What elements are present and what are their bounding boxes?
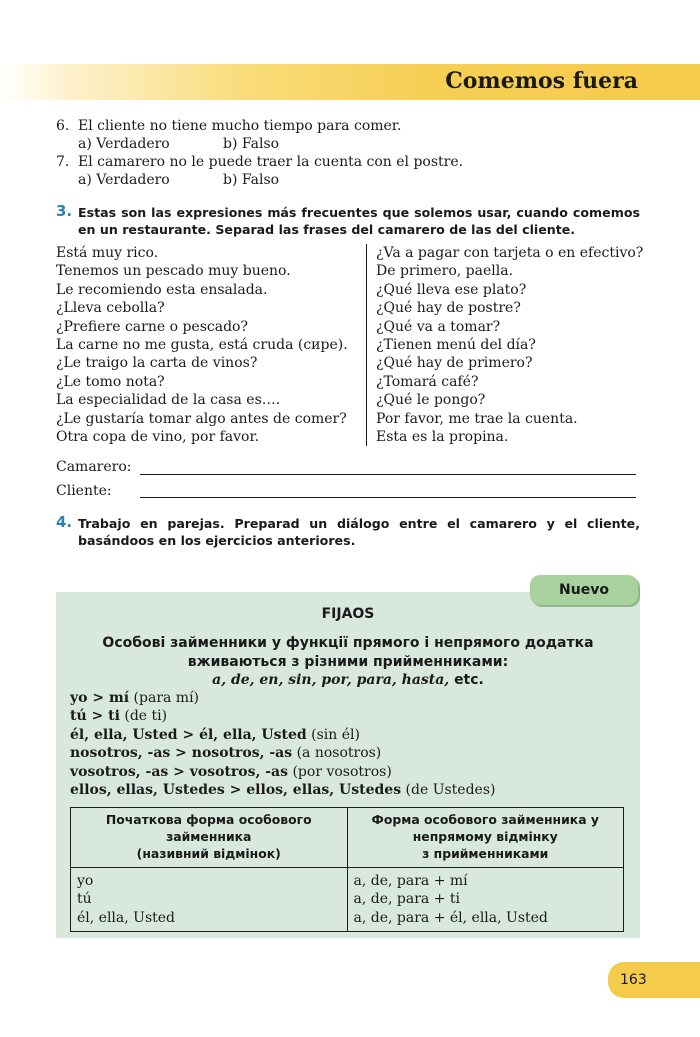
table-row (71, 868, 624, 932)
phrase: Esta es la propina. (376, 429, 509, 446)
phrase: Por favor, me trae la cuenta. (376, 410, 578, 427)
table-cell-right: a, de, para + mí a, de, para + ti a, de, para + él, ella, Usted (347, 868, 624, 932)
phrase: ¿Qué hay de primero? (376, 355, 533, 372)
phrase: La carne no me gusta, está cruda (сире). (56, 337, 348, 354)
phrase: ¿Qué lleva ese plato? (376, 281, 527, 298)
option-a[interactable]: a) Verdadero (78, 136, 170, 152)
rule-etc: etc. (454, 672, 484, 688)
option-b[interactable]: b) Falso (223, 136, 280, 152)
phrase: La especialidad de la casa es…. (56, 392, 281, 409)
phrase: ¿Tomará café? (376, 373, 479, 390)
option-a[interactable]: a) Verdadero (78, 172, 170, 188)
exercise-3-number: 3. (56, 202, 73, 220)
phrases-left-column (56, 244, 348, 446)
rule-prepositions: a, de, en, sin, por, para, hasta, (212, 672, 450, 688)
table-header-left: Початкова форма особового займенника (називний відмінок) (71, 808, 348, 868)
rule-prepositions-line (56, 671, 640, 690)
table-cell-left: yo tú él, ella, Usted (71, 868, 348, 932)
phrase: ¿Prefiere carne o pescado? (56, 318, 248, 335)
phrase: ¿Qué va a tomar? (376, 318, 501, 335)
rule-line: вживаються з різними прийменниками: (187, 653, 509, 670)
camarero-answer-line[interactable] (140, 474, 636, 475)
phrases-right-column (376, 244, 643, 446)
question-number: 6. (56, 118, 70, 134)
exercise-4-number: 4. (56, 513, 73, 531)
camarero-label: Camarero: (56, 459, 132, 475)
cliente-label: Cliente: (56, 483, 112, 499)
exercise-3-instructions: Estas son las expresiones más frecuentes que solemos usar, cuando comemos en un restaurante. Separad las frases del camarero de las del cliente. (78, 205, 640, 237)
phrase: ¿Le traigo la carta de vinos? (56, 355, 258, 372)
pronoun-row: vosotros, -as > vosotros, -as (por vosotros) (70, 763, 392, 780)
phrase: ¿Tienen menú del día? (376, 337, 536, 354)
column-divider (366, 244, 367, 446)
question-7 (56, 153, 463, 171)
phrase: ¿Le tomo nota? (56, 373, 165, 390)
phrase: ¿Lleva cebolla? (56, 300, 165, 317)
page-title: Comemos fuera (445, 68, 638, 94)
question-number: 7. (56, 154, 70, 170)
phrase: ¿Qué le pongo? (376, 392, 486, 409)
question-7-options (78, 171, 279, 189)
phrase: Está muy rico. (56, 245, 159, 261)
pronoun-table (70, 807, 624, 932)
phrase: Tenemos un pescado muy bueno. (56, 263, 291, 280)
cliente-answer-line[interactable] (140, 497, 636, 498)
phrase: Le recomiendo esta ensalada. (56, 281, 268, 298)
page-number: 163 (608, 962, 700, 998)
phrase: ¿Le gustaría tomar algo antes de comer? (56, 410, 347, 427)
question-6 (56, 117, 401, 135)
question-6-options (78, 135, 279, 153)
option-b[interactable]: b) Falso (223, 172, 280, 188)
pronoun-list (70, 689, 495, 799)
phrase: ¿Qué hay de postre? (376, 300, 521, 317)
nuevo-badge: Nuevo (530, 575, 638, 605)
pronoun-row: él, ella, Usted > él, ella, Usted (sin él) (70, 726, 360, 743)
pronoun-row: yo > mí (para mí) (70, 690, 200, 706)
grammar-rule (56, 634, 640, 690)
grammar-title: FIJAOS (321, 606, 375, 622)
phrase: ¿Va a pagar con tarjeta o en efectivo? (376, 245, 644, 261)
rule-line: Особові займенники у функції прямого і непрямого додатка (102, 635, 594, 651)
pronoun-row: tú > ti (de ti) (70, 708, 168, 725)
table-header-right: Форма особового займенника у непрямому відмінку з прийменниками (347, 808, 624, 868)
exercise-4-instructions: Trabajo en parejas. Preparad un diálogo entre el camarero y el cliente, basándoos en los ejercicios anteriores. (78, 516, 640, 548)
table-header-row (71, 808, 624, 868)
question-text: El cliente no tiene mucho tiempo para comer. (78, 118, 402, 134)
phrase: De primero, paella. (376, 263, 514, 280)
pronoun-row: ellos, ellas, Ustedes > ellos, ellas, Ustedes (de Ustedes) (70, 782, 496, 799)
pronoun-row: nosotros, -as > nosotros, -as (a nosotros) (70, 745, 382, 762)
phrase: Otra copa de vino, por favor. (56, 429, 260, 446)
question-text: El camarero no le puede traer la cuenta con el postre. (78, 154, 464, 170)
